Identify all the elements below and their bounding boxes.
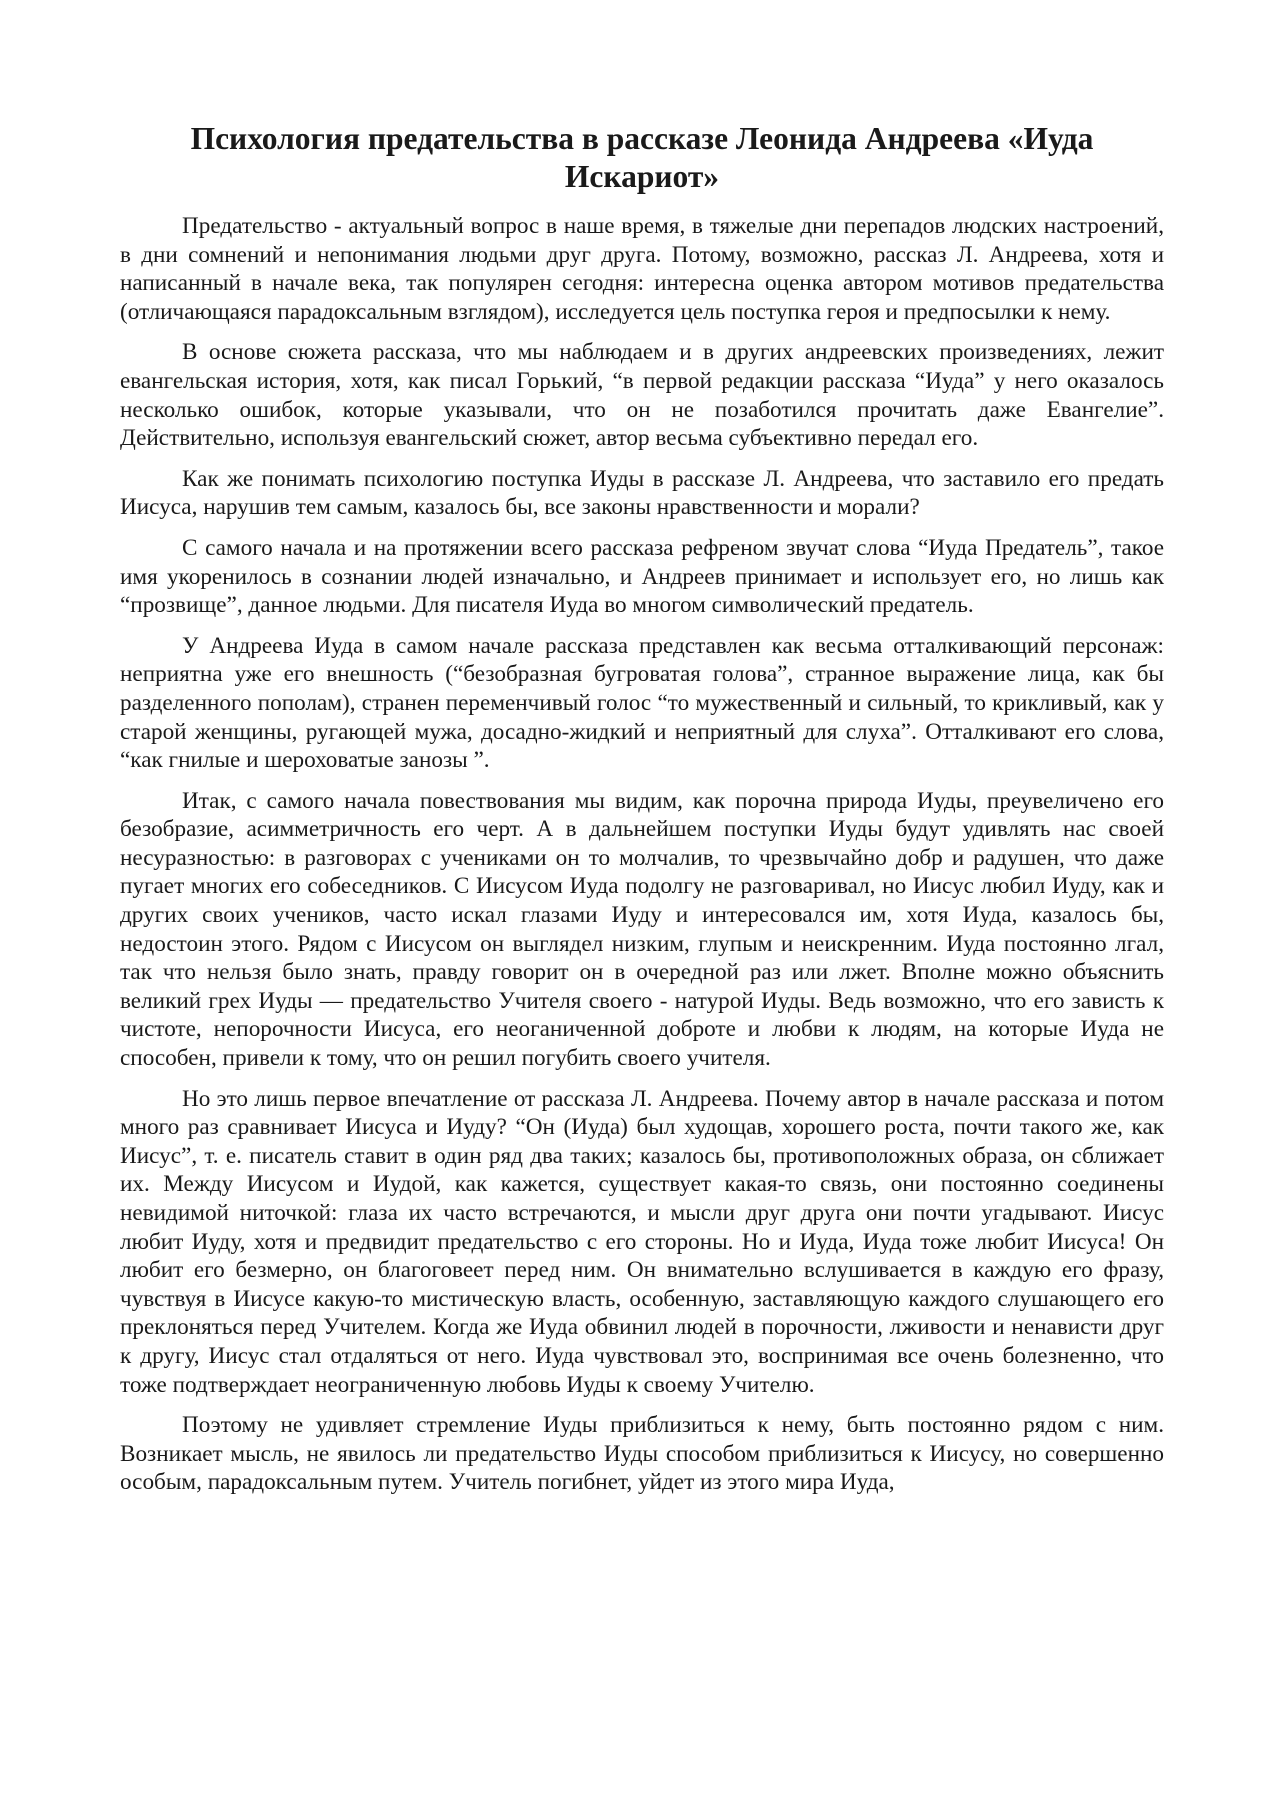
paragraph-8: Поэтому не удивляет стремление Иуды приблизиться к нему, быть постоянно рядом с ним. Возникает мысль, не явилось ли предательство Иуды способом приблизиться к Иисусу, но совершенно особым, парадоксальным путем. Учитель погибнет, уйдет из этого мира Иуда, bbox=[120, 1412, 1164, 1496]
paragraph-7: Но это лишь первое впечатление от рассказа Л. Андреева. Почему автор в начале рассказа и потом много раз сравнивает Иисуса и Иуду? “Он (Иуда) был худощав, хорошего роста, почти такого же, как Иисус”, т. е. писатель ставит в один ряд два таких; казалось бы, противоположных образа, он сближает их. Между Иисусом и Иудой, как кажется, существует какая-то связь, они постоянно соединены невидимой ниточкой: глаза их часто встречаются, и мысли друг друга они почти угадывают. Иисус любит Иуду, хотя и предвидит предательство с его стороны. Но и Иуда, Иуда тоже любит Иисуса! Он любит его безмерно, он благоговеет перед ним. Он внимательно вслушивается в каждую его фразу, чувствуя в Иисусе какую-то мистическую власть, особенную, заставляющую каждого слушающего его преклоняться перед Учителем. Когда же Иуда обвинил людей в порочности, лживости и ненависти друг к другу, Иисус стал отдаляться от него. Иуда чувствовал это, воспринимая все очень болезненно, что тоже подтверждает неограниченную любовь Иуды к своему Учителю. bbox=[120, 1085, 1164, 1398]
document-page bbox=[120, 120, 1164, 1509]
document-title: Психология предательства в рассказе Леонида Андреева «Иуда Искариот» bbox=[190, 121, 1094, 194]
paragraph-2: В основе сюжета рассказа, что мы наблюдаем и в других андреевских произведениях, лежит евангельская история, хотя, как писал Горький, “в первой редакции рассказа “Иуда” у него оказалось несколько ошибок, которые указывали, что он не позаботился прочитать даже Евангелие”. Действительно, используя евангельский сюжет, автор весьма субъективно передал его. bbox=[120, 339, 1164, 452]
paragraph-3: Как же понимать психологию поступка Иуды в рассказе Л. Андреева, что заставило его предать Иисуса, нарушив тем самым, казалось бы, все законы нравственности и морали? bbox=[120, 465, 1164, 521]
paragraph-4: С самого начала и на протяжении всего рассказа рефреном звучат слова “Иуда Предатель”, такое имя укоренилось в сознании людей изначально, и Андреев принимает и использует его, но лишь как “прозвище”, данное людьми. Для писателя Иуда во многом символический предатель. bbox=[120, 534, 1164, 619]
paragraph-5: У Андреева Иуда в самом начале рассказа представлен как весьма отталкивающий персонаж: неприятна уже его внешность (“безобразная бугроватая голова”, странное выражение лица, как бы разделенного пополам), странен переменчивый голос “то мужественный и сильный, то крикливый, как у старой женщины, ругающей мужа, досадно-жидкий и неприятный для слуха”. Отталкивают его слова, “как гнилые и шероховатые занозы ”. bbox=[120, 632, 1164, 774]
paragraph-1: Предательство - актуальный вопрос в наше время, в тяжелые дни перепадов людских настроений, в дни сомнений и непонимания людьми друг друга. Потому, возможно, рассказ Л. Андреева, хотя и написанный в начале века, так популярен сегодня: интересна оценка автором мотивов предательства (отличающаяся парадоксальным взглядом), исследуется цель поступка героя и предпосылки к нему. bbox=[120, 213, 1164, 325]
paragraph-6: Итак, с самого начала повествования мы видим, как порочна природа Иуды, преувеличено его безобразие, асимметричность его черт. А в дальнейшем поступки Иуды будут удивлять нас своей несуразностью: в разговорах с учениками он то молчалив, то чрезвычайно добр и радушен, что даже пугает многих его собеседников. С Иисусом Иуда подолгу не разговаривал, но Иисус любил Иуду, как и других своих учеников, часто искал глазами Иуду и интересовался им, хотя Иуда, казалось бы, недостоин этого. Рядом с Иисусом он выглядел низким, глупым и неискренним. Иуда постоянно лгал, так что нельзя было знать, правду говорит он в очередной раз или лжет. Вполне можно объяснить великий грех Иуды — предательство Учителя своего - натурой Иуды. Ведь возможно, что его зависть к чистоте, непорочности Иисуса, его неоганиченной доброте и любви к людям, на которые Иуда не способен, привели к тому, что он решил погубить своего учителя. bbox=[120, 787, 1164, 1072]
